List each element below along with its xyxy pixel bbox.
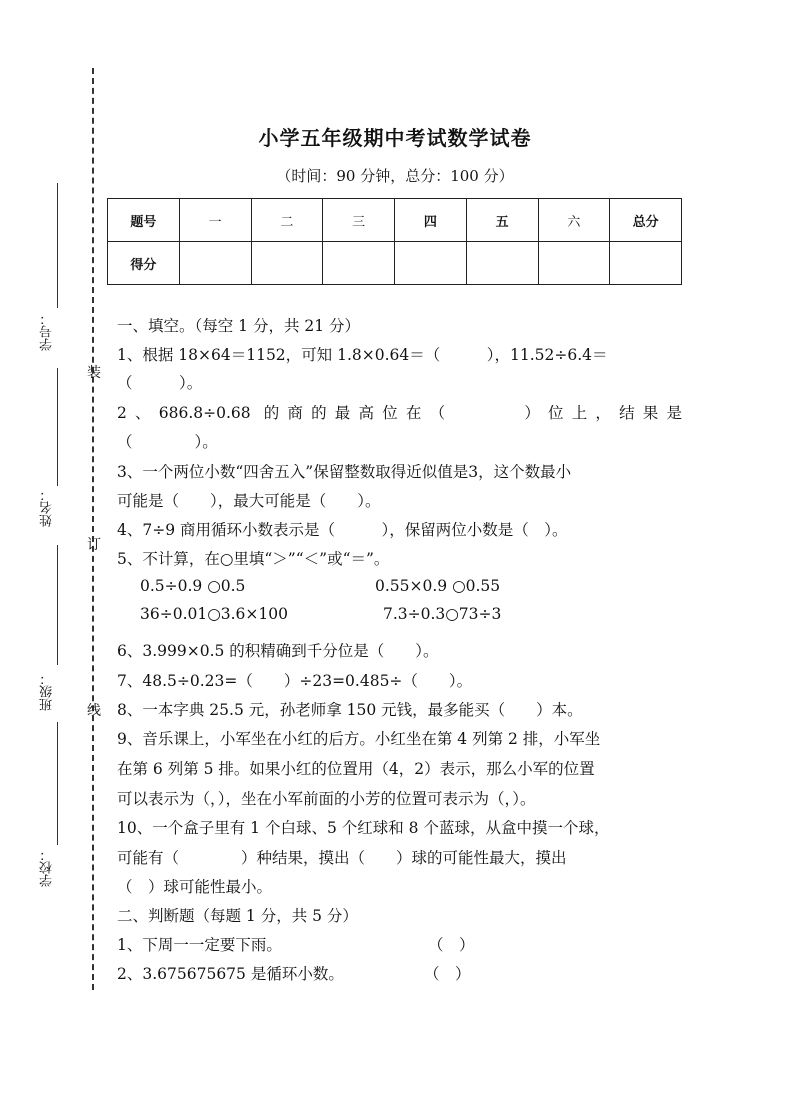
judgement-1: 1、下周一一定要下雨。 <box>117 936 282 954</box>
judgement-1-blank[interactable]: （ ） <box>428 936 475 954</box>
student-id-blank[interactable] <box>57 183 58 308</box>
question-10-line2: 可能有（ ）种结果，摸出（ ）球的可能性最大，摸出 <box>117 849 567 867</box>
question-9-line3: 可以表示为（，），坐在小军前面的小芳的位置可表示为（，）。 <box>117 790 536 808</box>
score-cell: 一 <box>179 199 251 242</box>
question-9-line2: 在第 6 列第 5 排。如果小红的位置用（4，2）表示，那么小军的位置 <box>117 760 595 778</box>
binding-char-xian: 线 <box>87 703 101 719</box>
question-2-line1: 2、686.8÷0.68 的商的最高位在（ ）位上，结果是 <box>117 404 682 422</box>
binding-char-ding: 订 <box>87 537 101 553</box>
question-5-item-c: 36÷0.01○3.6×100 <box>140 605 288 623</box>
exam-title: 小学五年级期中考试数学试卷 <box>258 126 532 150</box>
question-5: 5、不计算，在○里填“＞”“＜”或“＝”。 <box>117 550 390 568</box>
score-input-cell[interactable] <box>323 242 395 285</box>
question-6: 6、3.999×0.5 的积精确到千分位是（ ）。 <box>117 642 439 660</box>
question-2-line2: （ ）。 <box>117 433 218 451</box>
school-blank[interactable] <box>57 722 58 845</box>
question-7: 7、48.5÷0.23=（ ）÷23=0.485÷（ ）。 <box>117 672 473 690</box>
score-table <box>107 198 682 285</box>
score-cell-label: 得分 <box>108 242 180 285</box>
score-cell: 四 <box>395 199 467 242</box>
name-blank[interactable] <box>57 368 58 486</box>
exam-subtitle: （时间：90 分钟，总分：100 分） <box>276 167 514 185</box>
school-label: 学校： <box>40 848 55 887</box>
class-blank[interactable] <box>57 545 58 665</box>
score-input-cell[interactable] <box>395 242 467 285</box>
score-cell: 六 <box>538 199 610 242</box>
question-1-line1: 1、根据 18×64＝1152，可知 1.8×0.64＝（ ），11.52÷6.4＝ <box>117 346 608 364</box>
question-8: 8、一本字典 25.5 元，孙老师拿 150 元钱，最多能买（ ）本。 <box>117 701 583 719</box>
score-input-cell[interactable] <box>466 242 538 285</box>
question-5-item-a: 0.5÷0.9 ○0.5 <box>140 577 246 595</box>
question-4: 4、7÷9 商用循环小数表示是（ ），保留两位小数是（ ）。 <box>117 521 568 539</box>
score-cell-total: 总分 <box>610 199 682 242</box>
judgement-2: 2、3.675675675 是循环小数。 <box>117 965 344 983</box>
score-table-header-row <box>108 199 682 242</box>
binding-cut-line <box>92 68 94 990</box>
score-cell: 三 <box>323 199 395 242</box>
class-label: 班级： <box>40 672 55 711</box>
question-9-line1: 9、音乐课上，小军坐在小红的后方。小红坐在第 4 列第 2 排，小军坐 <box>117 730 601 748</box>
student-id-label: 学号： <box>40 312 55 351</box>
question-5-item-d: 7.3÷0.3○73÷3 <box>383 605 502 623</box>
score-cell: 二 <box>251 199 323 242</box>
question-10-line3: （ ）球可能性最小。 <box>117 878 273 896</box>
question-5-item-b: 0.55×0.9 ○0.55 <box>375 577 501 595</box>
score-input-cell[interactable] <box>610 242 682 285</box>
judgement-2-blank[interactable]: （ ） <box>424 965 471 983</box>
score-table-score-row <box>108 242 682 285</box>
score-cell: 五 <box>466 199 538 242</box>
score-input-cell[interactable] <box>179 242 251 285</box>
question-3-line1: 3、一个两位小数“四舍五入”保留整数取得近似值是3，这个数最小 <box>117 463 572 481</box>
question-10-line1: 10、一个盒子里有 1 个白球、5 个红球和 8 个蓝球，从盒中摸一个球， <box>117 819 610 837</box>
score-cell-label: 题号 <box>108 199 180 242</box>
score-input-cell[interactable] <box>538 242 610 285</box>
binding-char-zhuang: 装 <box>87 365 101 381</box>
name-label: 姓名： <box>40 488 55 527</box>
section2-heading: 二、判断题（每题 1 分，共 5 分） <box>117 907 358 925</box>
question-1-line2: （ ）。 <box>117 374 203 392</box>
score-input-cell[interactable] <box>251 242 323 285</box>
question-3-line2: 可能是（ ），最大可能是（ ）。 <box>117 492 381 510</box>
section1-heading: 一、填空。（每空 1 分，共 21 分） <box>117 317 361 335</box>
